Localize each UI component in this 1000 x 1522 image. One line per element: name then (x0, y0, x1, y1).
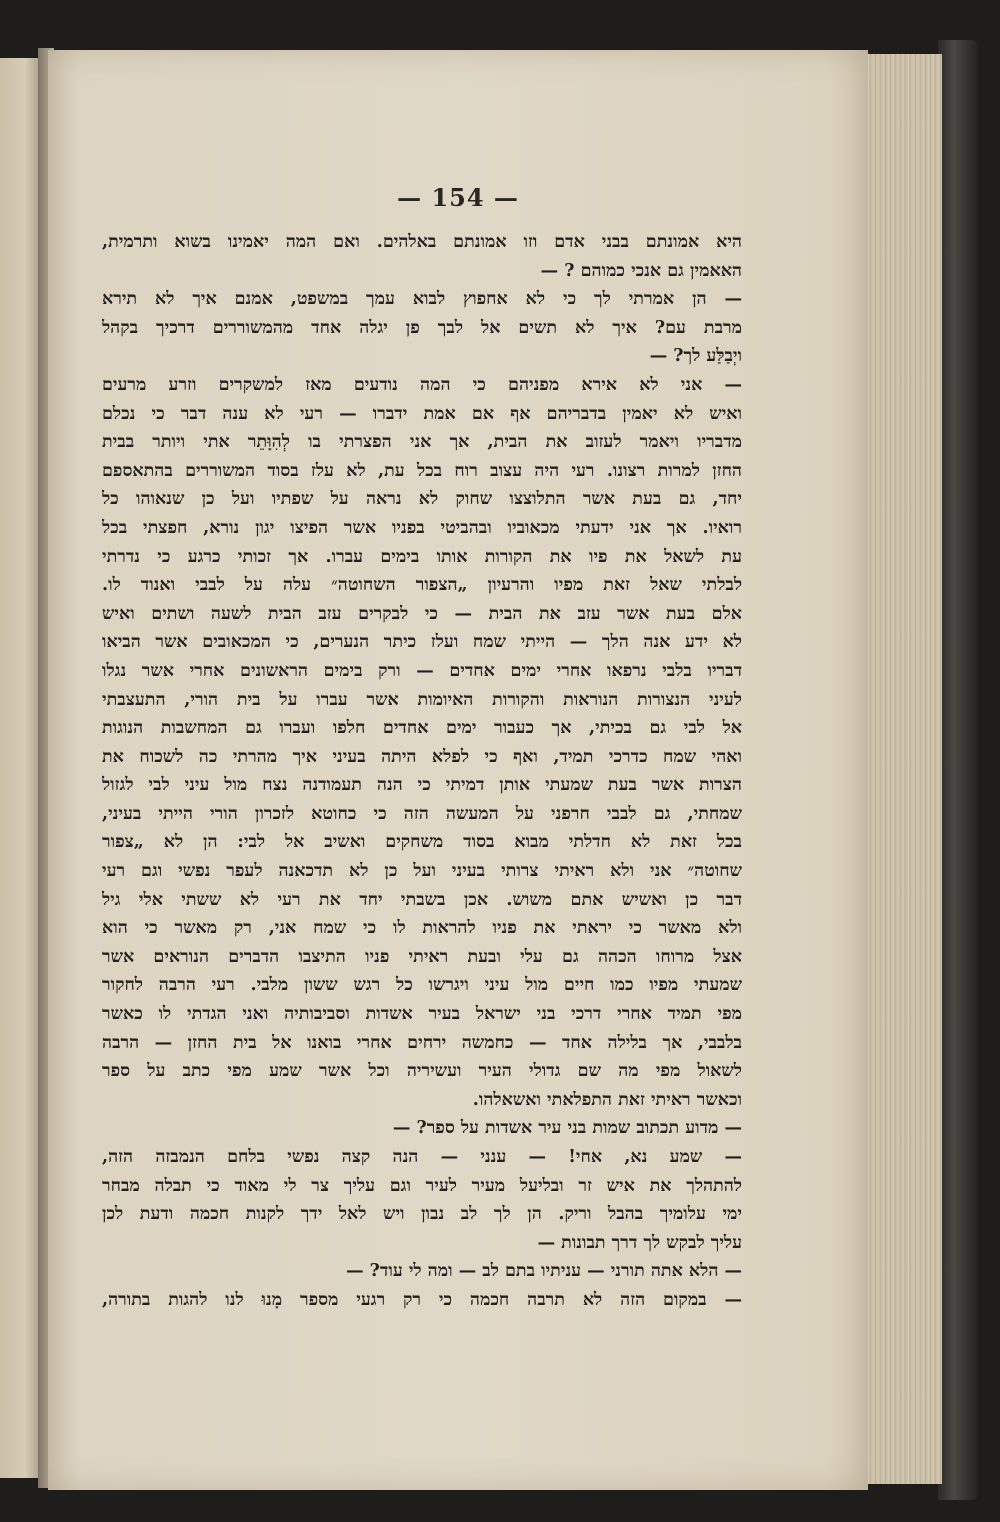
page-number: — 154 — (397, 183, 519, 212)
text-line: בלבבי, אך בלילה אחד — כחמשה ירחים אחרי בואנו אל בית החזן — הרבה (102, 1032, 742, 1053)
text-line: שחוטה״ אני ולא ראיתי צרותי בעיני ועל כן לא תדכאנה לעפר נפשי וגם רעי (102, 861, 742, 882)
text-line: מדבריו ויאמר לעזוב את הבית, אך אני הפצרתי בו לְהִוָּתֵר אתי ויותר בבית (102, 432, 742, 453)
text-line: — במקום הזה לא תרבה חכמה כי רק רגעי מספר מָנוּ לנו להגות בתורה, (102, 1289, 742, 1310)
text-line: דבר כן ואשיש אתם משוש. אכן בשבתי יחד את רעי לא ששתי אלי גיל (102, 889, 742, 910)
text-line: ויְבַלַּע לך? — (649, 346, 742, 367)
text-line: להתהלך את איש זר ובליעל מעיר לעיר וגם עליך צר לי מאוד כי תבלה מבחר (102, 1175, 742, 1196)
text-line: אל לבי גם בכיתי, אך כעבור ימים אחדים חלפו ועברו גם המחשבות הנוגות (102, 718, 742, 739)
book-cover-edge (938, 40, 978, 1500)
text-line: רואיו. אך אני ידעתי מכאוביו ובהביטי בפניו אשר הפיצו יגון נורא, חפצתי בכל (102, 517, 742, 538)
text-line: שמחתי, גם לבבי חרפני על המעשה הזה כי כחוטא לזכרון הורי הייתי בעיני, (102, 803, 742, 824)
page-edges (862, 54, 942, 1484)
text-line: — שמע נא, אחי! — ענני — הנה קצה נפשי בלחם הנמבזה הזה, (102, 1147, 742, 1167)
text-line: — מדוע תכתוב שמות בני עיר אשדות על ספר? — (392, 1118, 742, 1139)
text-line: — הן אמרתי לך כי לא אחפוץ לבוא עמך במשפט, אמנם איך לא תירא (102, 289, 742, 310)
page-body-text (102, 228, 742, 1315)
text-line: אצל מרוחו הכהה גם עלי ובעת ראיתי פניו התיצבו הדברים הנוראים אשר (102, 946, 742, 967)
text-line: לבלתי שאל זאת מפיו והרעיון „הצפור השחוטה״ עלה על לבבי ואנוד לו. (102, 575, 742, 596)
text-line: הצרות אשר בעת שמעתי אותן דמיתי כי הנה תעמודנה נצח מול עיני לבי לגזול (102, 775, 742, 796)
text-line: וכאשר ראיתי זאת התפלאתי ואשאלהו. (472, 1089, 742, 1110)
text-line: אלם בעת אשר עזב את הבית — כי לבקרים עזב הבית לשעה ושתים ואיש (102, 603, 742, 624)
text-line: ימי עלומיך בהבל וריק. הן לך לב נבון ויש לאל ידך לקנות חכמה ודעת לכן (102, 1204, 742, 1225)
text-line: מרבת עם? איך לא תשים אל לבך פן יגלה אחד מהמשוררים דרכיך בקהל (102, 317, 742, 338)
text-line: בכל זאת לא חדלתי מבוא בסוד משחקים ואשיב אל לבי: הן לא „צפור (102, 832, 742, 853)
text-line: ולא מאשר כי יראתי את פניו להראות לו כי שמח אני, רק מאשר כי הוא (102, 918, 742, 939)
facing-page (0, 58, 42, 1478)
text-line: היא אמונתם בבני אדם וזו אמונתם באלהים. ואם המה יאמינו בשוא ותרמית, (102, 232, 742, 252)
text-line: ואהי שמח כדרכי תמיד, ואף כי לפלא היתה בעיני איך מהרתי כה לשכוח את (102, 746, 742, 767)
text-line: עת לשאל את פיו את הקורות אותו בימים עברו. אך זכותי כרגע כי נדרתי (102, 546, 742, 567)
text-line: — הלא אתה תורני — עניתיו בתם לב — ומה לי עוד? — (346, 1261, 742, 1282)
text-line: ואיש לא יאמין בדבריהם אף אם אמת ידברו — רעי לא ענה דבר כי נכלם (102, 403, 742, 424)
text-line: שמעתי מפיו כמו חיים מול עיני ויגרשו כל רגש ששון מלבי. רעי הרבה לחקור (102, 975, 742, 996)
text-line: יחד, גם בעת אשר התלוצצו שחוק לא נראה על שפתיו ועל כן שנאוהו כל (102, 489, 742, 510)
text-line: עליך לבקש לך דרך תבונות — (537, 1232, 742, 1253)
text-line: לא ידע אנה הלך — הייתי שמח ועלז כיתר הנערים, כי המכאובים אשר הביאו (102, 632, 742, 653)
text-line: מפי תמיד אחרי דרכי בני ישראל בעיר אשדות וסביבותיה ואני הגדתי לו כאשר (102, 1004, 742, 1025)
text-line: לשאול מפי מה שם גדולי העיר ועשיריה וכל אשר שמע מפי כתב על ספר (102, 1061, 742, 1082)
text-line: לעיני הנצורות הנוראות והקורות האיומות אשר עברו על בית הורי, התעצבתי (102, 689, 742, 710)
text-line: החזן למרות רצונו. רעי היה עצוב רוח בכל עת, לא עלז בסוד המשוררים בהתאספם (102, 460, 742, 481)
text-line: האאמין גם אנכי כמוהם ? — (540, 260, 742, 281)
text-line: — אני לא אירא מפניהם כי המה נודעים מאז למשקרים וזרע מרעים (102, 374, 742, 395)
text-line: דבריו בלבי נרפאו אחרי ימים אחדים — ורק בימים הראשונים אחרי אשר נגלו (102, 660, 742, 681)
